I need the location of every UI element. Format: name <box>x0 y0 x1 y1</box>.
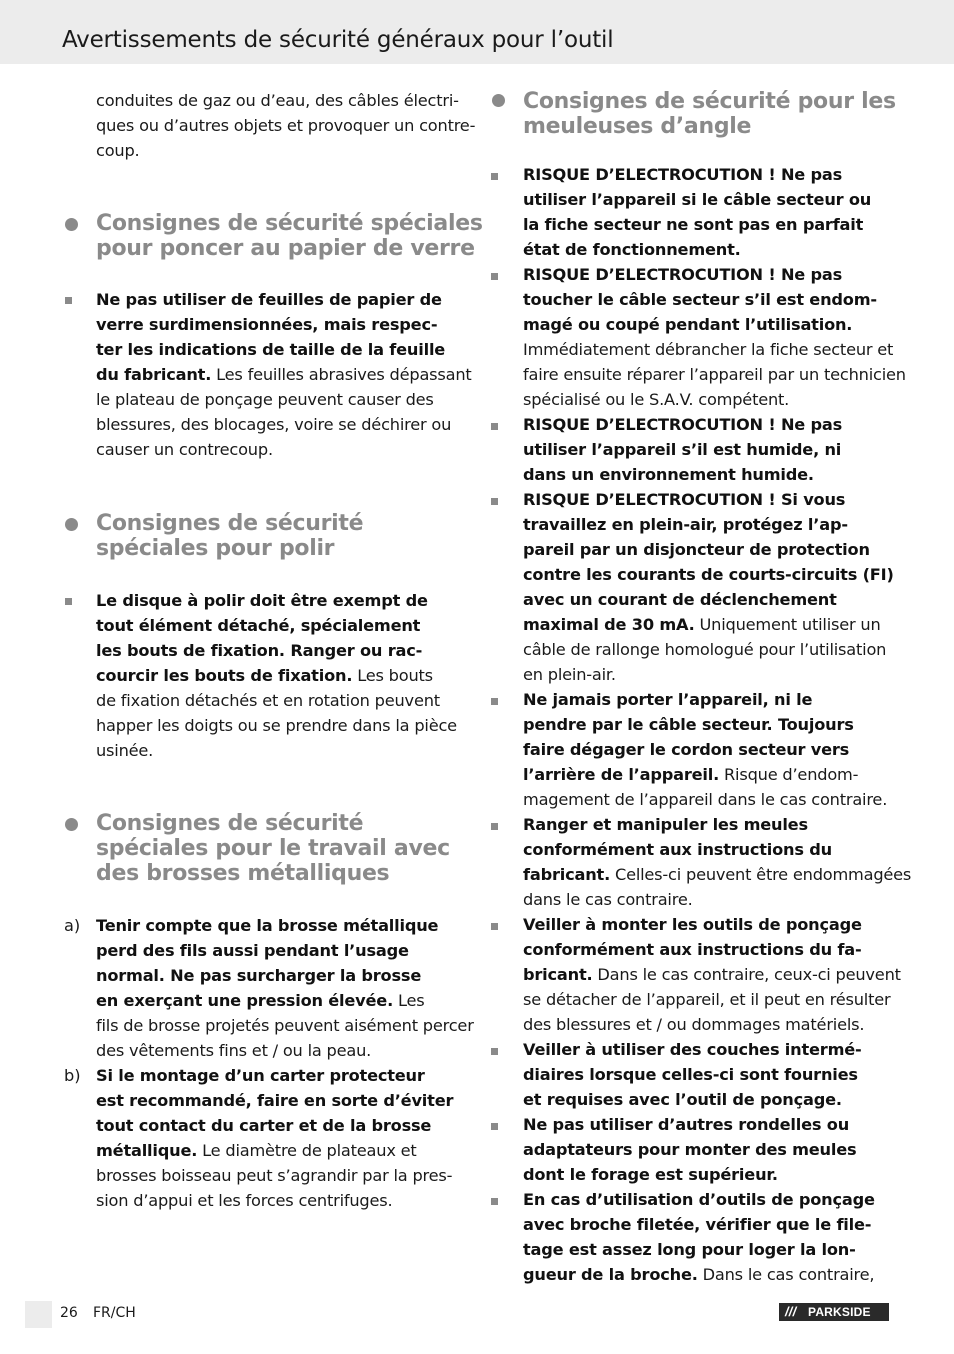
list-bullet-icon <box>65 598 72 605</box>
grinder-text-line-normal: se détacher de l’appareil, et il peut en résulter <box>523 990 891 1009</box>
brushes-b-text-line-normal: Le diamètre de plateaux et <box>197 1141 417 1160</box>
brushes-heading-line: spéciales pour le travail avec <box>96 836 450 861</box>
grinder-text-line-bold: Veiller à utiliser des couches intermé- <box>523 1040 862 1059</box>
polishing-text-line-normal: usinée. <box>96 741 154 760</box>
grinder-text-line-bold: adaptateurs pour monter des meules <box>523 1140 857 1159</box>
grinder-text-line <box>523 1212 871 1237</box>
grinder-text-line <box>523 387 789 412</box>
grinder-text-line-bold: diaires lorsque celles-ci sont fournies <box>523 1065 858 1084</box>
sanding-heading-line: pour poncer au papier de verre <box>96 236 475 261</box>
grinder-text-line-bold: Ne pas utiliser d’autres rondelles ou <box>523 1115 850 1134</box>
intro-text-line: conduites de gaz ou d’eau, des câbles électri- <box>96 91 459 110</box>
grinder-text-line-bold: gueur de la broche. <box>523 1265 698 1284</box>
polishing-text-line <box>96 738 153 763</box>
grinder-text-line <box>523 562 894 587</box>
grinder-text-line <box>523 1237 856 1262</box>
list-bullet-icon <box>65 297 72 304</box>
grinder-text-line-normal: câble de rallonge homologué pour l’utilisation <box>523 640 887 659</box>
grinder-text-line-bold: avec un courant de déclenchement <box>523 590 837 609</box>
sanding-text-line <box>96 362 472 387</box>
grinder-text-line <box>523 712 854 737</box>
intro-text-line: coup. <box>96 141 140 160</box>
grinder-text-line <box>523 912 862 937</box>
grinder-text-line <box>523 412 842 437</box>
grinder-text-line-bold: travaillez en plein-air, protégez l’ap- <box>523 515 848 534</box>
grinder-text-line <box>523 1112 849 1137</box>
grinder-text-line-bold: magé ou coupé pendant l’utilisation. <box>523 315 853 334</box>
brushes-a-text-line-bold: normal. Ne pas surcharger la brosse <box>96 966 422 985</box>
polishing-text-line <box>96 663 433 688</box>
list-bullet-icon <box>491 1123 498 1130</box>
grinder-text-line <box>523 512 848 537</box>
grinder-text-line <box>523 487 845 512</box>
grinder-text-line <box>523 1137 856 1162</box>
section-bullet-icon <box>65 818 78 831</box>
grinder-text-line <box>523 437 841 462</box>
grinder-text-line-bold: Ne jamais porter l’appareil, ni le <box>523 690 813 709</box>
grinder-text-line <box>523 1187 875 1212</box>
polishing-text-line-bold: courcir les bouts de fixation. <box>96 666 353 685</box>
sanding-text-line <box>96 437 273 462</box>
list-bullet-icon <box>491 823 498 830</box>
polishing-text-line <box>96 638 422 663</box>
grinder-text-line-bold: état de fonctionnement. <box>523 240 741 259</box>
grinder-text-line-normal: dans le cas contraire. <box>523 890 693 909</box>
sanding-heading-line: Consignes de sécurité spéciales <box>96 211 483 236</box>
brushes-b-text-line-bold: métallique. <box>96 1141 198 1160</box>
brushes-a-text-line <box>96 913 438 938</box>
grinder-text-line-bold: contre les courants de courts-circuits (FI) <box>523 565 894 584</box>
brushes-a-text-line-bold: perd des fils aussi pendant l’usage <box>96 941 409 960</box>
grinder-text-line <box>523 1262 874 1287</box>
angle-grinder-heading-line: meuleuses d’angle <box>523 114 752 139</box>
grinder-text-line-bold: dans un environnement humide. <box>523 465 814 484</box>
list-bullet-icon <box>491 423 498 430</box>
polishing-text-line-bold: tout élément détaché, spécialement <box>96 616 421 635</box>
grinder-text-line-bold: En cas d’utilisation d’outils de ponçage <box>523 1190 875 1209</box>
brushes-b-text-line-bold: est recommandé, faire en sorte d’éviter <box>96 1091 454 1110</box>
grinder-text-line-normal: Uniquement utiliser un <box>694 615 881 634</box>
grinder-text-line <box>523 687 812 712</box>
grinder-text-line <box>523 187 871 212</box>
list-bullet-icon <box>491 1048 498 1055</box>
sanding-text-line-normal: causer un contrecoup. <box>96 440 273 459</box>
grinder-text-line-bold: conformément aux instructions du fa- <box>523 940 862 959</box>
grinder-text-line <box>523 1087 842 1112</box>
grinder-text-line <box>523 1162 778 1187</box>
language-code: FR/CH <box>93 1305 136 1321</box>
brushes-a-text-line <box>96 938 409 963</box>
grinder-text-line <box>523 887 693 912</box>
brushes-a-text-line <box>96 963 421 988</box>
grinder-text-line-bold: conformément aux instructions du <box>523 840 832 859</box>
page-number: 26 <box>60 1305 78 1321</box>
grinder-text-line-normal: en plein-air. <box>523 665 616 684</box>
grinder-text-line <box>523 837 832 862</box>
footer-page-box <box>25 1301 52 1328</box>
grinder-text-line-bold: tage est assez long pour loger la lon- <box>523 1240 856 1259</box>
grinder-text-line <box>523 212 863 237</box>
grinder-text-line <box>523 337 893 362</box>
section-bullet-icon <box>492 94 505 107</box>
grinder-text-line-bold: faire dégager le cordon secteur vers <box>523 740 850 759</box>
sanding-text-line-bold: Ne pas utiliser de feuilles de papier de <box>96 290 442 309</box>
grinder-text-line-normal: spécialisé ou le S.A.V. compétent. <box>523 390 790 409</box>
grinder-text-line <box>523 462 814 487</box>
intro-text-line: ques ou d’autres objets et provoquer un contre- <box>96 116 476 135</box>
polishing-heading-line: spéciales pour polir <box>96 536 335 561</box>
sanding-text-line-normal: blessures, des blocages, voire se déchirer ou <box>96 415 452 434</box>
grinder-text-line <box>523 1062 858 1087</box>
brushes-b-text-line <box>96 1063 425 1088</box>
grinder-text-line-normal: Immédiatement débrancher la fiche secteur et <box>523 340 894 359</box>
list-bullet-icon <box>491 498 498 505</box>
list-bullet-icon <box>491 173 498 180</box>
grinder-text-line-bold: RISQUE D’ELECTROCUTION ! Ne pas <box>523 415 843 434</box>
grinder-text-line-bold: Veiller à monter les outils de ponçage <box>523 915 862 934</box>
sanding-text-line-normal: le plateau de ponçage peuvent causer des <box>96 390 434 409</box>
grinder-text-line <box>523 537 870 562</box>
list-bullet-icon <box>491 923 498 930</box>
grinder-text-line-normal: Dans le cas contraire, <box>697 1265 875 1284</box>
grinder-text-line-bold: avec broche filetée, vérifier que le file- <box>523 1215 872 1234</box>
section-bullet-icon <box>65 218 78 231</box>
angle-grinder-heading-line: Consignes de sécurité pour les <box>523 89 896 114</box>
list-bullet-icon <box>491 1198 498 1205</box>
grinder-text-line <box>523 162 842 187</box>
grinder-text-line-bold: la fiche secteur ne sont pas en parfait <box>523 215 864 234</box>
grinder-text-line <box>523 262 842 287</box>
grinder-text-line <box>523 737 849 762</box>
sanding-text-line-bold: ter les indications de taille de la feuille <box>96 340 446 359</box>
sanding-text-line <box>96 287 442 312</box>
brushes-b-text-line-bold: Si le montage d’un carter protecteur <box>96 1066 425 1085</box>
grinder-text-line <box>523 862 911 887</box>
grinder-text-line-normal: faire ensuite réparer l’appareil par un technicien <box>523 365 906 384</box>
sanding-text-line-normal: Les feuilles abrasives dépassant <box>211 365 472 384</box>
polishing-heading-line: Consignes de sécurité <box>96 511 364 536</box>
brushes-b-text-line <box>96 1113 431 1138</box>
brushes-a-text-line-normal: Les <box>393 991 425 1010</box>
section-bullet-icon <box>65 518 78 531</box>
grinder-text-line <box>523 1037 862 1062</box>
brushes-a-text-line-bold: Tenir compte que la brosse métallique <box>96 916 439 935</box>
grinder-text-line <box>523 1012 864 1037</box>
item-label-a: a) <box>64 916 81 935</box>
grinder-text-line <box>523 612 881 637</box>
brushes-b-text-line-normal: sion d’appui et les forces centrifuges. <box>96 1191 393 1210</box>
brushes-heading-line: Consignes de sécurité <box>96 811 364 836</box>
grinder-text-line-normal: Dans le cas contraire, ceux-ci peuvent <box>592 965 901 984</box>
grinder-text-line <box>523 587 837 612</box>
brushes-a-text-line <box>96 988 425 1013</box>
brushes-a-text-line-normal: des vêtements fins et / ou la peau. <box>96 1041 372 1060</box>
grinder-text-line-bold: toucher le câble secteur s’il est endom- <box>523 290 877 309</box>
polishing-text-line-bold: les bouts de fixation. Ranger ou rac- <box>96 641 423 660</box>
polishing-text-line <box>96 588 428 613</box>
grinder-text-line-bold: fabricant. <box>523 865 611 884</box>
page-title: Avertissements de sécurité généraux pour l’outil <box>62 27 614 53</box>
sanding-text-line <box>96 337 445 362</box>
page-header <box>0 0 954 64</box>
grinder-text-line <box>523 812 808 837</box>
grinder-text-line-normal: Risque d’endom- <box>719 765 859 784</box>
item-label-b: b) <box>64 1066 81 1085</box>
grinder-text-line <box>523 987 890 1012</box>
grinder-text-line-bold: pareil par un disjoncteur de protection <box>523 540 870 559</box>
grinder-text-line-bold: Ranger et manipuler les meules <box>523 815 808 834</box>
grinder-text-line-normal: Celles-ci peuvent être endommagées <box>610 865 912 884</box>
grinder-text-line <box>523 662 616 687</box>
sanding-text-line-bold: verre surdimensionnées, mais respec- <box>96 315 438 334</box>
grinder-text-line-bold: RISQUE D’ELECTROCUTION ! Ne pas <box>523 165 843 184</box>
brushes-b-text-line <box>96 1088 453 1113</box>
list-bullet-icon <box>491 273 498 280</box>
grinder-text-line-bold: utiliser l’appareil si le câble secteur ou <box>523 190 872 209</box>
brushes-a-text-line-normal: fils de brosse projetés peuvent aisément percer <box>96 1016 474 1035</box>
grinder-text-line-bold: bricant. <box>523 965 593 984</box>
polishing-text-line <box>96 613 420 638</box>
grinder-text-line <box>523 312 852 337</box>
grinder-text-line-bold: l’arrière de l’appareil. <box>523 765 720 784</box>
brushes-a-text-line-bold: en exerçant une pression élevée. <box>96 991 394 1010</box>
polishing-text-line <box>96 688 440 713</box>
sanding-text-line <box>96 387 434 412</box>
polishing-text-line-bold: Le disque à polir doit être exempt de <box>96 591 428 610</box>
sanding-text-line <box>96 312 437 337</box>
grinder-text-line <box>523 937 861 962</box>
polishing-text-line-normal: happer les doigts ou se prendre dans la pièce <box>96 716 457 735</box>
logo-text: PARKSIDE <box>808 1305 871 1319</box>
grinder-text-line-bold: pendre par le câble secteur. Toujours <box>523 715 854 734</box>
polishing-text-line <box>96 713 457 738</box>
list-bullet-icon <box>491 698 498 705</box>
grinder-text-line-bold: maximal de 30 mA. <box>523 615 695 634</box>
grinder-text-line-normal: des blessures et / ou dommages matériels. <box>523 1015 865 1034</box>
grinder-text-line-normal: magement de l’appareil dans le cas contraire. <box>523 790 888 809</box>
brushes-a-text-line <box>96 1038 371 1063</box>
logo-stripes-icon: /// <box>785 1304 797 1319</box>
grinder-text-line <box>523 787 887 812</box>
brushes-b-text-line <box>96 1138 417 1163</box>
grinder-text-line <box>523 287 877 312</box>
brushes-b-text-line-bold: tout contact du carter et de la brosse <box>96 1116 432 1135</box>
brushes-b-text-line-normal: brosses boisseau peut s’agrandir par la pres- <box>96 1166 453 1185</box>
brushes-heading-line: des brosses métalliques <box>96 861 390 886</box>
brushes-b-text-line <box>96 1188 392 1213</box>
parkside-logo <box>779 1303 889 1321</box>
grinder-text-line <box>523 762 858 787</box>
grinder-text-line <box>523 237 741 262</box>
brushes-b-text-line <box>96 1163 452 1188</box>
grinder-text-line-bold: RISQUE D’ELECTROCUTION ! Si vous <box>523 490 846 509</box>
sanding-text-line-bold: du fabricant. <box>96 365 212 384</box>
grinder-text-line <box>523 637 886 662</box>
polishing-text-line-normal: Les bouts <box>352 666 433 685</box>
grinder-text-line <box>523 362 906 387</box>
grinder-text-line-bold: utiliser l’appareil s’il est humide, ni <box>523 440 842 459</box>
brushes-a-text-line <box>96 1013 474 1038</box>
polishing-text-line-normal: de fixation détachés et en rotation peuvent <box>96 691 440 710</box>
grinder-text-line-bold: RISQUE D’ELECTROCUTION ! Ne pas <box>523 265 843 284</box>
grinder-text-line-bold: et requises avec l’outil de ponçage. <box>523 1090 842 1109</box>
grinder-text-line <box>523 962 901 987</box>
sanding-text-line <box>96 412 451 437</box>
grinder-text-line-bold: dont le forage est supérieur. <box>523 1165 778 1184</box>
